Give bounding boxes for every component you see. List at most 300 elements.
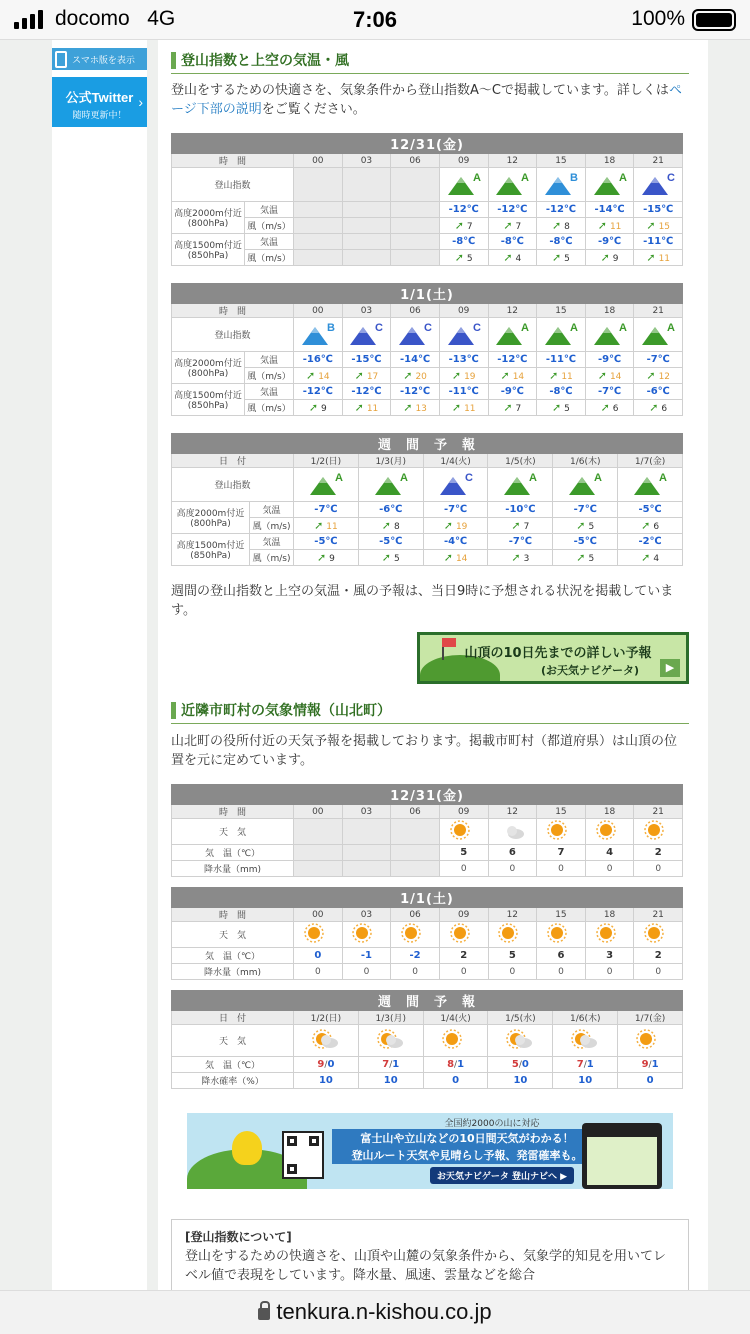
temp-max: 9: [641, 1059, 649, 1070]
temperature-cell: 7/1: [358, 1057, 423, 1073]
date-header: 1/3(月): [358, 1011, 423, 1025]
weather-cell: [391, 819, 440, 845]
wind-speed: 11: [658, 254, 671, 264]
temp-max: 5: [511, 1059, 519, 1070]
temperature-cell: [294, 202, 343, 218]
temperature-cell: -4℃: [423, 534, 488, 550]
wind-speed: 3: [523, 554, 530, 564]
w2000-cell: [342, 368, 391, 384]
svg-text:A: A: [472, 172, 481, 184]
description-link[interactable]: ページ下部の説明: [171, 83, 682, 117]
wind-arrow-icon: ➚: [403, 369, 413, 382]
row-label-temp: 気温: [245, 352, 294, 368]
hour-header: 18: [585, 805, 634, 819]
weather-cell: [423, 1025, 488, 1057]
header-label: 時 間: [172, 908, 294, 922]
w2000-cell: [585, 368, 634, 384]
temperature-cell: -8℃: [439, 234, 488, 250]
w1500-cell: [391, 250, 440, 266]
wind-arrow-icon: ➚: [354, 369, 364, 382]
wind-speed: 5: [393, 554, 400, 564]
wind-speed: 8: [393, 522, 400, 532]
mountain-index-cell: [634, 168, 683, 202]
wind-speed: 19: [455, 522, 468, 532]
sun-icon: [547, 819, 575, 844]
wind-speed: 14: [455, 554, 468, 564]
detailed-forecast-button[interactable]: [417, 632, 689, 684]
hour-header: 15: [537, 304, 586, 318]
w1500-cell: [488, 400, 537, 416]
temperature-cell: -13℃: [439, 352, 488, 368]
table-title: 12/31(金): [172, 134, 683, 154]
temp-min: 1: [392, 1059, 400, 1070]
wind-arrow-icon: ➚: [641, 551, 651, 564]
wind-speed: 11: [366, 404, 379, 414]
temperature-cell: -6℃: [358, 502, 423, 518]
weather-cell: [488, 819, 537, 845]
svg-text:A: A: [618, 322, 627, 334]
precip-cell: 0: [391, 964, 440, 980]
wind-arrow-icon: ➚: [549, 369, 559, 382]
w1500-cell: [294, 250, 343, 266]
date-header: 1/6(木): [553, 1011, 618, 1025]
mountain-index-icon: [348, 320, 384, 349]
mountain-index-icon: [632, 470, 668, 499]
table-title: 1/1(土): [172, 888, 683, 908]
hour-header: 06: [391, 805, 440, 819]
temperature-cell: -14℃: [391, 352, 440, 368]
hour-header: 15: [537, 805, 586, 819]
temp-min: 1: [651, 1059, 659, 1070]
wind-speed: 17: [366, 372, 379, 382]
weather-cell: [391, 922, 440, 948]
wind-speed: 6: [653, 522, 660, 532]
wind-speed: 9: [321, 404, 327, 414]
row-label-temp: 気 温（℃）: [172, 948, 294, 964]
precip-cell: 0: [585, 861, 634, 877]
w1500-cell: [634, 400, 683, 416]
w1500-cell: [488, 250, 537, 266]
weather-cell: [618, 1025, 683, 1057]
table-title: 週 間 予 報: [172, 991, 683, 1011]
wind-arrow-icon: ➚: [443, 519, 453, 532]
w2000-cell: [391, 368, 440, 384]
weather-cell: [342, 922, 391, 948]
temperature-cell: 2: [439, 948, 488, 964]
mountain-index-cell: [537, 168, 586, 202]
mountain-index-cell: [358, 468, 423, 502]
mountain-navi-banner[interactable]: [187, 1113, 673, 1189]
wind-arrow-icon: ➚: [354, 401, 364, 414]
temp-max: 9: [317, 1059, 325, 1070]
temperature-cell: 5/0: [488, 1057, 553, 1073]
hour-header: 18: [585, 304, 634, 318]
section-title-mountain-index: 登山指数と上空の気温・風: [171, 50, 689, 74]
weekly-note: 週間の登山指数と上空の気温・風の予報は、当日9時に予想される状況を掲載しています。: [171, 584, 674, 618]
temperature-cell: -2: [391, 948, 440, 964]
sun-icon: [304, 922, 332, 947]
mountain-index-cell: [391, 168, 440, 202]
row-label-wind: 風（m/s）: [245, 218, 294, 234]
temperature-cell: -5℃: [294, 534, 359, 550]
banner-line2: 登山ルート天気や見晴らし予報、発雷確率も。: [332, 1146, 602, 1164]
sun-icon: [547, 922, 575, 947]
temperature-cell: 8/1: [423, 1057, 488, 1073]
mountain-index-icon: [543, 320, 579, 349]
row-label-index: 登山指数: [172, 168, 294, 202]
precip-cell: 0: [488, 861, 537, 877]
wind-arrow-icon: ➚: [443, 551, 453, 564]
explanation-title: [登山指数について]: [185, 1230, 292, 1244]
hour-header: 21: [634, 304, 683, 318]
mountain-index-icon: [640, 170, 676, 199]
hour-header: 09: [439, 304, 488, 318]
twitter-banner[interactable]: [52, 77, 147, 127]
wind-arrow-icon: ➚: [451, 401, 462, 414]
temperature-cell: 5: [439, 845, 488, 861]
precip-cell: [294, 861, 343, 877]
wind-arrow-icon: ➚: [600, 251, 610, 264]
wind-speed: 5: [588, 554, 595, 564]
wind-speed: 5: [588, 522, 595, 532]
table-title: 週 間 予 報: [172, 434, 683, 454]
precip-prob-cell: 10: [358, 1073, 423, 1089]
mountain-index-icon: [446, 320, 482, 349]
wind-arrow-icon: ➚: [576, 519, 586, 532]
precip-prob-cell: 0: [618, 1073, 683, 1089]
temperature-cell: [294, 234, 343, 250]
temperature-cell: -10℃: [488, 502, 553, 518]
hour-header: 12: [488, 805, 537, 819]
w1500-cell: [342, 400, 391, 416]
w2000-cell: [294, 518, 359, 534]
altitude-label: 高度1500m付近 (850hPa): [172, 234, 245, 266]
wind-speed: 5: [564, 404, 570, 414]
weather-cell: [294, 1025, 359, 1057]
sun-cloud-icon: [506, 1028, 534, 1053]
wind-arrow-icon: ➚: [511, 551, 521, 564]
w2000-cell: [358, 518, 423, 534]
svg-text:A: A: [529, 472, 538, 484]
mountain-index-cell: [342, 168, 391, 202]
mountain-index-cell: [423, 468, 488, 502]
wind-speed: 11: [561, 372, 573, 382]
wind-speed: 13: [415, 404, 427, 414]
wind-speed: 14: [512, 372, 525, 382]
w1500-cell: [439, 250, 488, 266]
temperature-cell: -7℃: [423, 502, 488, 518]
w1500-cell: [585, 250, 634, 266]
hour-header: 15: [537, 908, 586, 922]
mountain-index-cell: [488, 318, 537, 352]
precip-cell: 0: [537, 861, 586, 877]
temperature-cell: [391, 202, 440, 218]
sun-icon: [450, 922, 478, 947]
weather-cell: [294, 819, 343, 845]
wind-arrow-icon: ➚: [305, 369, 316, 382]
lock-icon: [258, 1308, 270, 1320]
row-label-precip-prob: 降水確率（%）: [172, 1073, 294, 1089]
date-header: 1/2(日): [294, 1011, 359, 1025]
weather-cell: [634, 922, 683, 948]
precip-cell: 0: [342, 964, 391, 980]
date-header: 1/6(木): [553, 454, 618, 468]
row-label-temp: 気温: [250, 502, 294, 518]
w1500-cell: [342, 250, 391, 266]
svg-text:A: A: [659, 472, 668, 484]
temperature-cell: -12℃: [488, 202, 537, 218]
hour-header: 15: [537, 154, 586, 168]
wind-arrow-icon: ➚: [649, 401, 659, 414]
date-header: 1/4(火): [423, 1011, 488, 1025]
section-description: 登山をするための快適さを、気象条件から登山指数A〜Cで掲載しています。詳しくはページ下部の説明をご覧ください。: [171, 83, 682, 117]
explanation-body: 登山をするための快適さを、山頂や山麓の気象条件から、気象学的知見を用いてレベル値で表現をしています。降水量、風速、雲量などを総合: [185, 1249, 667, 1283]
header-label: 日 付: [172, 1011, 294, 1025]
row-label-wind: 風（m/s): [250, 518, 294, 534]
sun-cloud-icon: [312, 1028, 340, 1053]
row-label-temp: 気 温（℃）: [172, 845, 294, 861]
url-text: tenkura.n-kishou.co.jp: [276, 1299, 492, 1324]
row-label-wind: 風（m/s）: [245, 400, 294, 416]
flag-icon: [442, 638, 456, 647]
svg-text:A: A: [521, 172, 530, 184]
w1500-cell: [391, 400, 440, 416]
smartphone-view-link[interactable]: [52, 48, 147, 70]
mountain-index-cell: [634, 318, 683, 352]
header-label: 時 間: [172, 805, 294, 819]
hour-header: 03: [342, 908, 391, 922]
temperature-cell: [294, 845, 343, 861]
precip-cell: 0: [634, 964, 683, 980]
mountain-index-cell: [342, 318, 391, 352]
temperature-cell: [391, 845, 440, 861]
svg-text:C: C: [667, 172, 676, 184]
wind-speed: 12: [658, 372, 671, 382]
mountain-index-icon: [502, 470, 538, 499]
precip-cell: 0: [537, 964, 586, 980]
temp-min: 1: [457, 1059, 465, 1070]
row-label-precip: 降水量（mm): [172, 861, 294, 877]
wind-arrow-icon: ➚: [314, 519, 324, 532]
temperature-cell: 3: [585, 948, 634, 964]
svg-text:C: C: [464, 472, 473, 484]
precip-prob-cell: 10: [488, 1073, 553, 1089]
wind-arrow-icon: ➚: [500, 369, 510, 382]
temperature-cell: 9/0: [294, 1057, 359, 1073]
mountain-index-cell: [488, 168, 537, 202]
wind-arrow-icon: ➚: [451, 369, 462, 382]
w2000-cell: [537, 218, 586, 234]
precip-prob-cell: 10: [294, 1073, 359, 1089]
mountain-index-cell: [391, 318, 440, 352]
svg-text:A: A: [618, 172, 627, 184]
row-label-precip: 降水量（mm): [172, 964, 294, 980]
wind-arrow-icon: ➚: [551, 219, 562, 232]
w2000-cell: [423, 518, 488, 534]
wind-speed: 5: [564, 254, 570, 264]
sun-icon: [636, 1028, 664, 1053]
temperature-cell: [342, 234, 391, 250]
weather-cell: [634, 819, 683, 845]
header-label: 時 間: [172, 154, 294, 168]
wind-speed: 15: [658, 222, 671, 232]
temperature-cell: 7/1: [553, 1057, 618, 1073]
row-label-wind: 風（m/s）: [245, 250, 294, 266]
svg-text:A: A: [334, 472, 343, 484]
w1500-cell: [618, 550, 683, 566]
precip-cell: 0: [488, 964, 537, 980]
date-header: 1/4(火): [423, 454, 488, 468]
wind-speed: 11: [609, 222, 622, 232]
wind-arrow-icon: ➚: [503, 219, 513, 232]
weather-cell: [439, 819, 488, 845]
weather-cell: [585, 922, 634, 948]
temp-min: 0: [327, 1059, 335, 1070]
url-bar[interactable]: [0, 1290, 750, 1334]
mountain-index-icon: [438, 470, 474, 499]
date-header: 1/7(金): [618, 454, 683, 468]
weather-cell: [294, 922, 343, 948]
weather-cell: [342, 819, 391, 845]
svg-text:C: C: [375, 322, 384, 334]
row-label-temp: 気温: [245, 234, 294, 250]
table-title: 1/1(土): [172, 284, 683, 304]
hour-header: 12: [488, 304, 537, 318]
wind-speed: 4: [515, 254, 522, 264]
hour-header: 21: [634, 908, 683, 922]
town-forecast-table-day1: [171, 784, 683, 877]
temperature-cell: -9℃: [585, 234, 634, 250]
precip-cell: [342, 861, 391, 877]
hour-header: 03: [342, 304, 391, 318]
wind-arrow-icon: ➚: [646, 219, 656, 232]
hour-header: 09: [439, 805, 488, 819]
w2000-cell: [488, 368, 537, 384]
w2000-cell: [634, 218, 683, 234]
temperature-cell: 6: [488, 845, 537, 861]
wind-speed: 11: [326, 522, 338, 532]
detailed-forecast-title: 山頂の10日先までの詳しい予報: [464, 646, 652, 661]
w1500-cell: [439, 400, 488, 416]
temperature-cell: -7℃: [294, 502, 359, 518]
date-header: 1/7(金): [618, 1011, 683, 1025]
w2000-cell: [439, 368, 488, 384]
mountain-index-cell: [294, 318, 343, 352]
altitude-label: 高度2000m付近 (800hPa): [172, 502, 250, 534]
twitter-title: 公式Twitter: [65, 90, 134, 105]
sun-cloud-icon: [571, 1028, 599, 1053]
temperature-cell: 2: [634, 845, 683, 861]
hour-header: 21: [634, 805, 683, 819]
row-label-temp: 気 温（℃）: [172, 1057, 294, 1073]
row-label-index: 登山指数: [172, 468, 294, 502]
wind-arrow-icon: ➚: [381, 519, 391, 532]
header-label: 時 間: [172, 304, 294, 318]
hour-header: 03: [342, 805, 391, 819]
hour-header: 09: [439, 154, 488, 168]
left-sidebar: [52, 40, 147, 1290]
status-bar: [0, 0, 750, 40]
row-label-temp: 気温: [250, 534, 294, 550]
row-label-temp: 気温: [245, 202, 294, 218]
w2000-cell: [634, 368, 683, 384]
mountain-index-cell: [294, 468, 359, 502]
w2000-cell: [391, 218, 440, 234]
w2000-cell: [439, 218, 488, 234]
weather-cell: [439, 922, 488, 948]
hour-header: 00: [294, 304, 343, 318]
temperature-cell: -8℃: [537, 234, 586, 250]
mountain-index-cell: [439, 168, 488, 202]
temperature-cell: 4: [585, 845, 634, 861]
mountain-index-icon: [592, 170, 628, 199]
wind-speed: 14: [318, 372, 330, 382]
row-label-index: 登山指数: [172, 318, 294, 352]
altitude-label: 高度1500m付近 (850hPa): [172, 534, 250, 566]
mountain-index-icon: [567, 470, 603, 499]
mountain-index-icon: [592, 320, 628, 349]
hour-header: 18: [585, 154, 634, 168]
mountain-index-icon: [494, 170, 530, 199]
hour-header: 12: [488, 908, 537, 922]
precip-cell: 0: [634, 861, 683, 877]
wind-speed: 11: [464, 404, 476, 414]
w1500-cell: [537, 250, 586, 266]
temperature-cell: -12℃: [391, 384, 440, 400]
wind-arrow-icon: ➚: [551, 401, 562, 414]
hour-header: 18: [585, 908, 634, 922]
wind-arrow-icon: ➚: [641, 519, 651, 532]
temperature-cell: -7℃: [488, 534, 553, 550]
precip-prob-cell: 0: [423, 1073, 488, 1089]
mountain-index-icon: [308, 470, 344, 499]
mountain-index-icon: [640, 320, 676, 349]
w2000-cell: [553, 518, 618, 534]
temperature-cell: -9℃: [488, 384, 537, 400]
wind-arrow-icon: ➚: [600, 401, 610, 414]
cloud-icon: [498, 819, 526, 844]
w1500-cell: [294, 550, 359, 566]
sun-icon: [401, 922, 429, 947]
temperature-cell: -7℃: [585, 384, 634, 400]
weather-cell: [358, 1025, 423, 1057]
precip-cell: 0: [439, 964, 488, 980]
banner-cta[interactable]: お天気ナビゲータ 登山ナビへ ▶: [430, 1167, 574, 1184]
temperature-cell: -7℃: [634, 352, 683, 368]
date-header: 1/3(月): [358, 454, 423, 468]
town-weekly-forecast-table: [171, 990, 683, 1089]
hour-header: 12: [488, 154, 537, 168]
temperature-cell: -6℃: [634, 384, 683, 400]
temperature-cell: -12℃: [537, 202, 586, 218]
mountain-index-cell: [537, 318, 586, 352]
date-header: 1/5(水): [488, 1011, 553, 1025]
hour-header: 03: [342, 154, 391, 168]
w1500-cell: [537, 400, 586, 416]
w2000-cell: [294, 368, 343, 384]
play-icon: ▶: [660, 659, 680, 677]
chevron-right-icon: ›: [138, 94, 143, 110]
temperature-cell: -12℃: [488, 352, 537, 368]
header-label: 日 付: [172, 454, 294, 468]
temperature-cell: 6: [537, 948, 586, 964]
altitude-label: 高度1500m付近 (850hPa): [172, 384, 245, 416]
w2000-cell: [585, 218, 634, 234]
wind-arrow-icon: ➚: [381, 551, 391, 564]
svg-text:A: A: [521, 322, 530, 334]
wind-arrow-icon: ➚: [316, 551, 327, 564]
mountain-index-icon: [397, 320, 433, 349]
